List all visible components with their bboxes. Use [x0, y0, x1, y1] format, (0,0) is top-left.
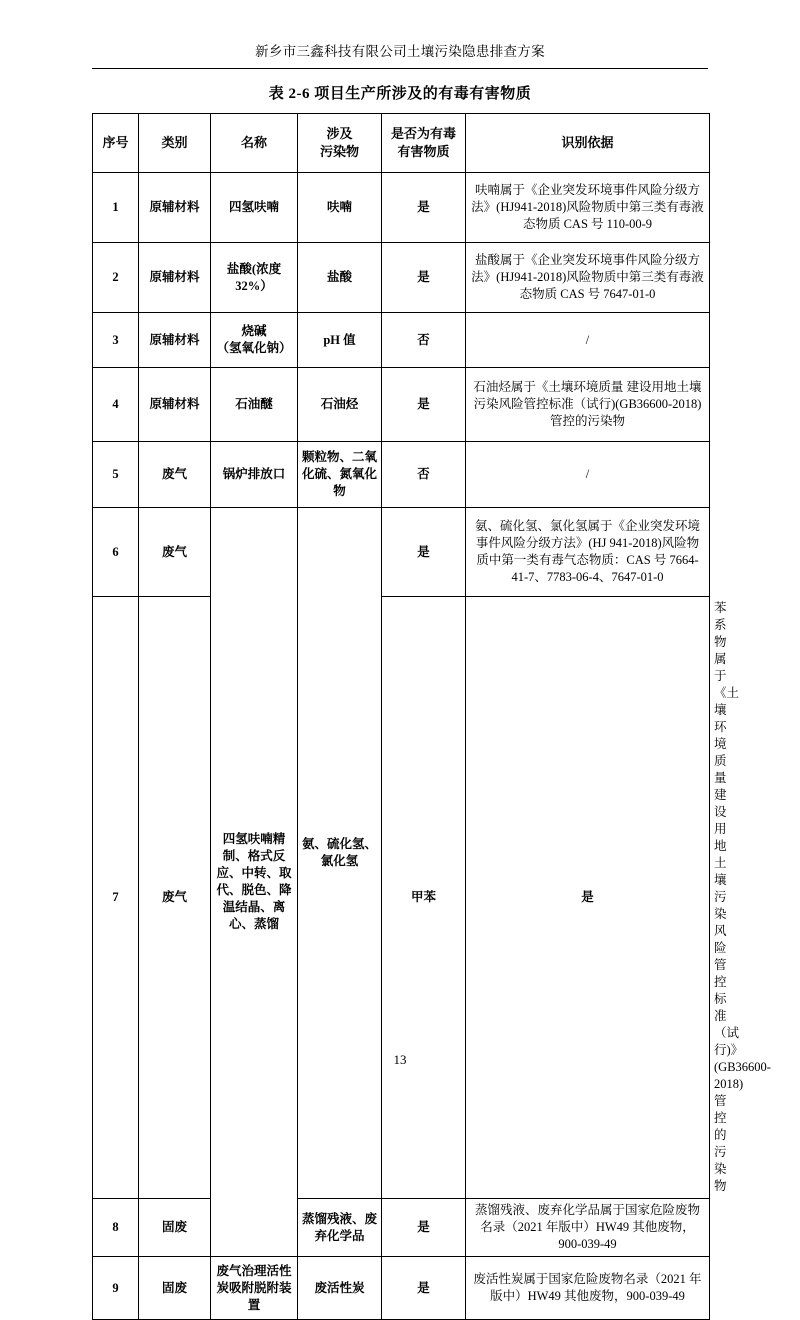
column-header-is-hazardous-line1: 是否为有毒	[390, 126, 456, 141]
column-header-pollutant-line2: 污染物	[319, 144, 359, 159]
column-header-pollutant-line1: 涉及	[326, 126, 353, 141]
cell-index: 2	[93, 243, 139, 313]
table-row	[93, 243, 710, 313]
cell-pollutant: 盐酸	[298, 243, 382, 313]
cell-basis: 呋喃属于《企业突发环境事件风险分级方法》(HJ941-2018)风险物质中第三类有毒液态物质 CAS 号 110-00-9	[466, 173, 710, 243]
cell-pollutant: 颗粒物、二氧化硫、氮氧化物	[298, 442, 382, 508]
cell-category: 原辅材料	[139, 368, 211, 442]
hazardous-substances-table	[92, 113, 771, 1320]
column-header-category: 类别	[139, 114, 211, 173]
cell-category: 废气	[139, 442, 211, 508]
cell-index: 9	[93, 1257, 139, 1320]
cell-name-line1: 烧碱	[241, 324, 267, 338]
cell-pollutant: 甲苯	[382, 597, 466, 1199]
table-header-row	[93, 114, 710, 173]
cell-category: 固废	[139, 1257, 211, 1320]
cell-is-hazardous: 是	[382, 1199, 466, 1257]
cell-basis: 氨、硫化氢、氯化氢属于《企业突发环境事件风险分级方法》(HJ 941-2018)风险物质中第一类有毒气态物质：CAS 号 7664-41-7、7783-06-4、7647-01-0	[466, 508, 710, 597]
cell-category: 原辅材料	[139, 313, 211, 368]
cell-pollutant: 石油烃	[298, 368, 382, 442]
table-row	[93, 1199, 710, 1257]
table-row	[93, 368, 710, 442]
cell-pollutant: 蒸馏残液、废弃化学品	[298, 1199, 382, 1257]
cell-basis: 废活性炭属于国家危险废物名录（2021 年版中）HW49 其他废物，900-039-49	[466, 1257, 710, 1320]
cell-is-hazardous: 是	[382, 368, 466, 442]
cell-is-hazardous: 是	[466, 597, 710, 1199]
table-row	[93, 442, 710, 508]
cell-name: 四氢呋喃	[211, 173, 298, 243]
cell-category: 废气	[139, 508, 211, 597]
cell-name: 盐酸(浓度32%）	[211, 243, 298, 313]
cell-name: 石油醚	[211, 368, 298, 442]
cell-name: 废气治理活性炭吸附脱附装置	[211, 1257, 298, 1320]
table-row	[93, 508, 710, 597]
cell-name-line2: （氢氧化钠）	[216, 341, 292, 355]
cell-pollutant: pH 值	[298, 313, 382, 368]
cell-is-hazardous: 否	[382, 313, 466, 368]
running-header: 新乡市三鑫科技有限公司土壤污染隐患排查方案	[255, 44, 545, 59]
column-header-basis: 识别依据	[466, 114, 710, 173]
column-header-is-hazardous-line2: 有害物质	[397, 144, 450, 159]
column-header-index: 序号	[93, 114, 139, 173]
cell-index: 7	[93, 597, 139, 1199]
cell-is-hazardous: 是	[382, 508, 466, 597]
cell-index: 4	[93, 368, 139, 442]
cell-pollutant: 呋喃	[298, 173, 382, 243]
cell-category: 原辅材料	[139, 173, 211, 243]
cell-category: 固废	[139, 1199, 211, 1257]
table-row	[93, 313, 710, 368]
cell-category: 废气	[139, 597, 211, 1199]
cell-category: 原辅材料	[139, 243, 211, 313]
cell-name-merged: 四氢呋喃精制、格式反应、中转、取代、脱色、降温结晶、离心、蒸馏	[211, 508, 298, 1257]
table-row	[93, 173, 710, 243]
table-row	[93, 1257, 710, 1320]
table-row: 7 废气 甲苯 是 苯系物属于《土壤环境质量 建设用地土壤污染风险管控标准（试行)》(GB36600-2018)管控的污染物	[93, 597, 710, 1199]
cell-index: 3	[93, 313, 139, 368]
cell-name: 锅炉排放口	[211, 442, 298, 508]
cell-pollutant: 废活性炭	[298, 1257, 382, 1320]
cell-is-hazardous: 是	[382, 173, 466, 243]
cell-index: 6	[93, 508, 139, 597]
page-number: 13	[393, 1052, 407, 1067]
cell-basis: /	[466, 442, 710, 508]
cell-index: 1	[93, 173, 139, 243]
cell-basis: /	[466, 313, 710, 368]
cell-basis: 石油烃属于《土壤环境质量 建设用地土壤污染风险管控标准（试行)(GB36600-2018)管控的污染物	[466, 368, 710, 442]
cell-index: 5	[93, 442, 139, 508]
cell-index: 8	[93, 1199, 139, 1257]
cell-pollutant-merged: 氨、硫化氢、氯化氢	[298, 508, 382, 1199]
cell-is-hazardous: 是	[382, 1257, 466, 1320]
table-caption: 表 2-6 项目生产所涉及的有毒有害物质	[268, 86, 532, 102]
column-header-pollutant	[298, 114, 382, 173]
column-header-name: 名称	[211, 114, 298, 173]
cell-is-hazardous: 是	[382, 243, 466, 313]
cell-is-hazardous: 否	[382, 442, 466, 508]
cell-name	[211, 313, 298, 368]
column-header-is-hazardous	[382, 114, 466, 173]
cell-basis: 盐酸属于《企业突发环境事件风险分级方法》(HJ941-2018)风险物质中第三类有毒液态物质 CAS 号 7647-01-0	[466, 243, 710, 313]
cell-basis: 蒸馏残液、废弃化学品属于国家危险废物名录（2021 年版中）HW49 其他废物，900-039-49	[466, 1199, 710, 1257]
header-divider	[92, 68, 708, 69]
